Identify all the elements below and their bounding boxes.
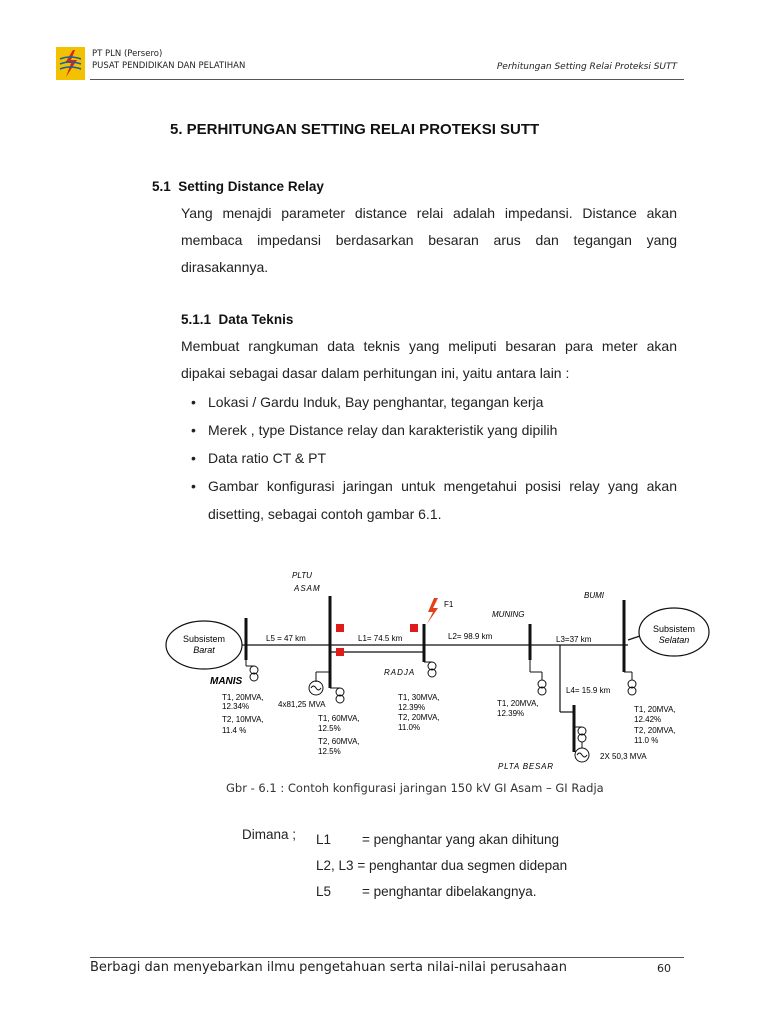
footer-rule (90, 957, 684, 958)
f1-label: F1 (444, 600, 454, 609)
radja-label: RADJA (384, 668, 416, 677)
svg-text:T2, 20MVA,: T2, 20MVA, (634, 726, 676, 735)
l4-label: L4= 15.9 km (566, 686, 611, 695)
definition-row: L5 = penghantar dibelakangnya. (316, 884, 537, 899)
data-teknis-list (181, 388, 677, 528)
svg-text:12.39%: 12.39% (398, 703, 426, 712)
svg-text:11.0 %: 11.0 % (634, 736, 659, 745)
subsection-title: Data Teknis (218, 312, 294, 327)
svg-text:T1, 20MVA,: T1, 20MVA, (634, 705, 676, 714)
figure-caption: Gbr - 6.1 : Contoh konfigurasi jaringan 150 kV GI Asam – GI Radja (226, 781, 604, 795)
definition-row: L1 = penghantar yang akan dihitung (316, 832, 560, 847)
chapter-title: 5. PERHITUNGAN SETTING RELAI PROTEKSI SUTT (170, 121, 540, 138)
header-org (92, 48, 245, 72)
svg-text:T2, 60MVA,: T2, 60MVA, (318, 737, 360, 746)
svg-text:T2, 20MVA,: T2, 20MVA, (398, 713, 440, 722)
bumi-label: BUMI (584, 591, 604, 600)
plta-besar-label: PLTA BESAR (498, 762, 554, 771)
svg-text:12.5%: 12.5% (318, 747, 341, 756)
header-doc-title: Perhitungan Setting Relai Proteksi SUTT (496, 62, 677, 72)
svg-text:12.39%: 12.39% (497, 709, 525, 718)
pln-logo (56, 47, 85, 80)
section-number: 5.1 (152, 179, 171, 194)
subsistem-right-label: Subsistem (652, 624, 696, 634)
network-diagram (0, 560, 768, 775)
breaker-icon (336, 624, 344, 632)
l1-label: L1= 74.5 km (358, 634, 403, 643)
list-item: • Lokasi / Gardu Induk, Bay penghantar, tegangan kerja (181, 388, 677, 416)
section-paragraph: Yang menajdi parameter distance relai adalah impedansi. Distance akan membaca impedansi berdasarkan besaran arus dan tegangan yang dirasakannya. (181, 205, 677, 275)
svg-text:12.34%: 12.34% (222, 702, 250, 711)
definition-list (316, 827, 567, 905)
gen-asam-label: 4x81,25 MVA (278, 700, 326, 709)
bullet-icon: • (191, 394, 196, 410)
header-rule (90, 79, 684, 80)
fault-icon (427, 598, 438, 624)
page-number: 60 (657, 962, 671, 975)
svg-text:T1, 60MVA,: T1, 60MVA, (318, 714, 360, 723)
gen-plta-label: 2X 50,3 MVA (600, 752, 647, 761)
svg-text:11.4 %: 11.4 % (222, 726, 247, 735)
bullet-icon: • (191, 478, 196, 494)
svg-text:T1, 20MVA,: T1, 20MVA, (222, 693, 264, 702)
subsistem-left-label: Subsistem (182, 634, 226, 644)
org-unit: PUSAT PENDIDIKAN DAN PELATIHAN (92, 61, 246, 71)
section-title: Setting Distance Relay (178, 179, 324, 194)
footer-text: Berbagi dan menyebarkan ilmu pengetahuan serta nilai-nilai perusahaan (90, 960, 567, 975)
selatan-label: Selatan (658, 635, 690, 645)
svg-text:11.0%: 11.0% (398, 723, 421, 732)
list-item: • Gambar konfigurasi jaringan untuk mengetahui posisi relay yang akan disetting, sebagai contoh gambar 6.1. (181, 472, 677, 528)
list-item: • Data ratio CT & PT (181, 444, 677, 472)
bullet-icon: • (191, 422, 196, 438)
l3-label: L3=37 km (556, 635, 592, 644)
subsection-paragraph: Membuat rangkuman data teknis yang meliputi besaran para meter akan dipakai sebagai dasar dalam perhitungan ini, yaitu antara lain : (181, 338, 677, 381)
svg-text:T2, 10MVA,: T2, 10MVA, (222, 715, 264, 724)
section-heading (152, 179, 324, 194)
svg-text:12.42%: 12.42% (634, 715, 662, 724)
manis-label: MANIS (210, 676, 243, 687)
org-name: PT PLN (Persero) (92, 49, 163, 59)
barat-label: Barat (193, 645, 215, 655)
breaker-icon (336, 648, 344, 656)
dimana-label: Dimana ; (242, 827, 297, 842)
breaker-icon (410, 624, 418, 632)
svg-text:T1, 30MVA,: T1, 30MVA, (398, 693, 440, 702)
list-item: • Merek , type Distance relay dan karakteristik yang dipilih (181, 416, 677, 444)
pltu-label: PLTU (292, 571, 312, 580)
muning-label: MUNING (492, 610, 525, 619)
l5-label: L5 = 47 km (266, 634, 306, 643)
bullet-icon: • (191, 450, 196, 466)
svg-text:12.5%: 12.5% (318, 724, 341, 733)
definition-row: L2, L3 = penghantar dua segmen didepan (316, 858, 568, 873)
asam-label: ASAM (294, 584, 321, 593)
svg-text:T1, 20MVA,: T1, 20MVA, (497, 699, 539, 708)
subsection-heading (181, 312, 293, 327)
l2-label: L2= 98.9 km (448, 632, 493, 641)
subsection-number: 5.1.1 (181, 312, 212, 327)
